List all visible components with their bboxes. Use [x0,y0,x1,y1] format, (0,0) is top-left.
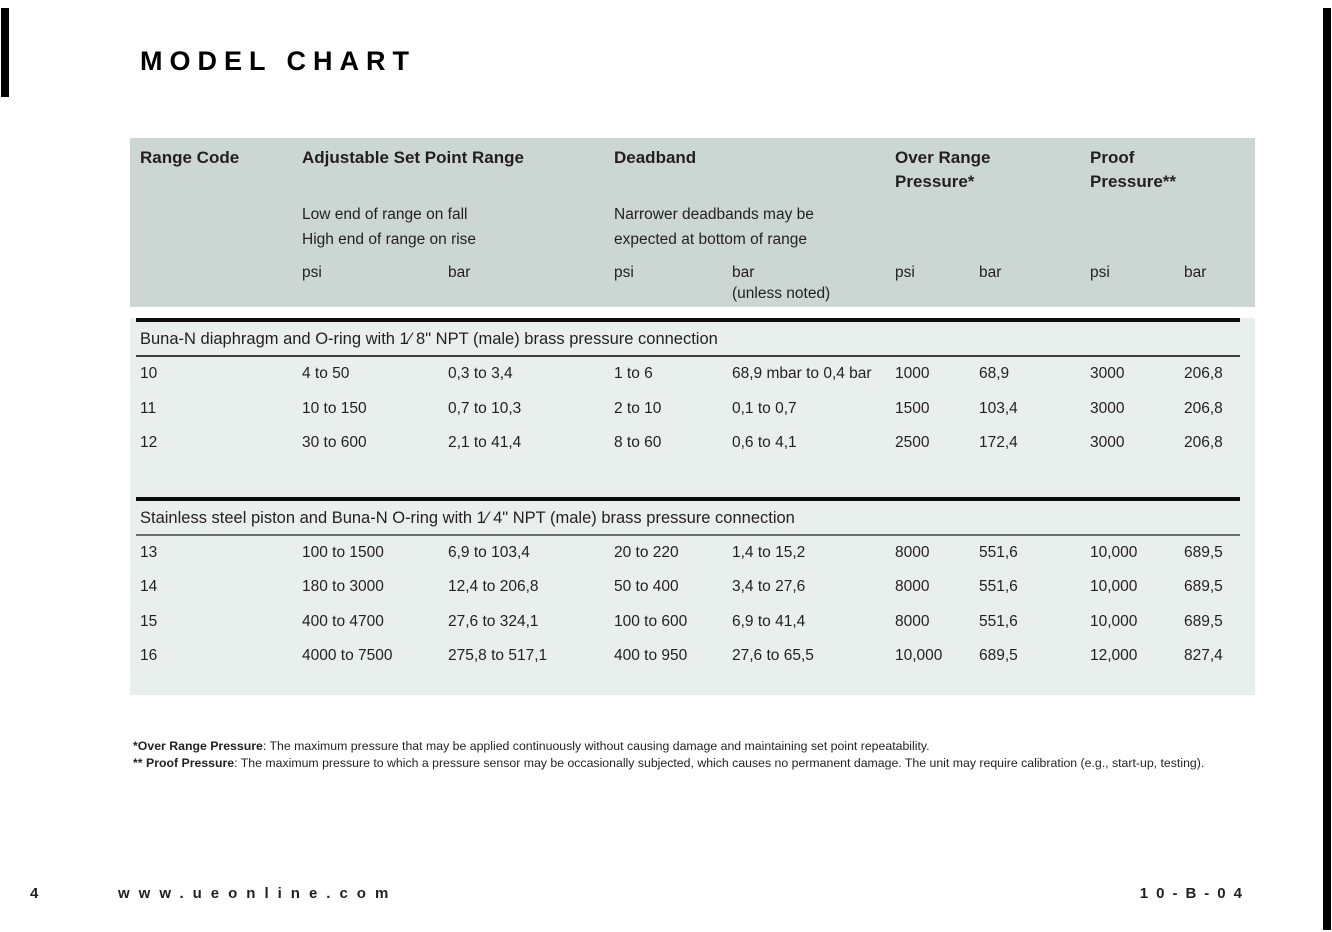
footnotes [133,738,1243,772]
cell-set-point-psi: 4 to 50 [302,365,350,383]
cell-proof-psi: 3000 [1090,434,1125,452]
cell-over-range-psi: 8000 [895,578,930,596]
cell-proof-bar: 689,5 [1184,578,1223,596]
cell-proof-bar: 689,5 [1184,543,1223,561]
column-header-set-point: Adjustable Set Point Range [302,148,524,167]
page-number: 4 [30,885,39,902]
cell-set-point-psi: 180 to 3000 [302,578,384,596]
cell-deadband-psi: 100 to 600 [614,612,688,630]
table-row [130,392,1255,427]
cell-proof-psi: 3000 [1090,365,1125,383]
cell-deadband-bar: 3,4 to 27,6 [732,578,806,596]
cell-set-point-psi: 100 to 1500 [302,543,384,561]
cell-set-point-psi: 10 to 150 [302,399,367,417]
column-header-over-range [895,146,1090,202]
cell-over-range-psi: 8000 [895,612,930,630]
cell-proof-psi: 12,000 [1090,647,1138,665]
cell-set-point-bar: 2,1 to 41,4 [448,434,522,452]
table-header [130,138,1255,307]
cell-deadband-psi: 400 to 950 [614,647,688,665]
unit-over-range-psi: psi [895,264,915,281]
cell-set-point-psi: 4000 to 7500 [302,647,393,665]
cell-deadband-bar: 68,9 mbar to 0,4 bar [732,365,872,383]
cell-set-point-bar: 12,4 to 206,8 [448,578,539,596]
cell-range-code: 10 [140,365,158,383]
unit-proof-bar: bar [1184,264,1207,281]
cell-proof-bar: 206,8 [1184,434,1223,452]
cell-range-code: 15 [140,612,158,630]
column-header-proof [1090,146,1255,202]
cell-over-range-psi: 1000 [895,365,930,383]
cell-deadband-bar: 1,4 to 15,2 [732,543,806,561]
cell-set-point-bar: 6,9 to 103,4 [448,543,530,561]
unit-over-range-bar: bar [979,264,1002,281]
footer-doc-code: 10-B-04 [1139,885,1250,902]
cell-set-point-psi: 30 to 600 [302,434,367,452]
cell-over-range-bar: 103,4 [979,399,1018,417]
cell-range-code: 16 [140,647,158,665]
cell-set-point-psi: 400 to 4700 [302,612,384,630]
cell-range-code: 12 [140,434,158,452]
cell-range-code: 13 [140,543,158,561]
cell-set-point-bar: 0,3 to 3,4 [448,365,513,383]
deadband-note: Narrower deadbands may be expected at bottom of range [614,206,814,248]
section-title: Stainless steel piston and Buna-N O-ring with 1⁄ 4" NPT (male) brass pressure connection [140,508,795,527]
cell-deadband-psi: 50 to 400 [614,578,679,596]
cell-set-point-bar: 0,7 to 10,3 [448,399,522,417]
cell-over-range-bar: 551,6 [979,612,1018,630]
unit-deadband-bar-note: (unless noted) [732,285,831,302]
set-point-note: Low end of range on fall High end of range on rise [302,206,477,248]
footer-website: www.ueonline.com [118,885,398,902]
cell-over-range-psi: 10,000 [895,647,943,665]
table-row [130,639,1255,674]
cell-over-range-bar: 689,5 [979,647,1018,665]
cell-proof-bar: 206,8 [1184,365,1223,383]
cell-over-range-bar: 172,4 [979,434,1018,452]
cell-over-range-bar: 551,6 [979,578,1018,596]
cell-deadband-bar: 0,1 to 0,7 [732,399,797,417]
header-name-row [130,146,1255,202]
section-rows [130,357,1255,461]
cell-proof-psi: 10,000 [1090,612,1138,630]
cell-over-range-psi: 8000 [895,543,930,561]
cell-proof-psi: 10,000 [1090,543,1138,561]
cell-deadband-bar: 27,6 to 65,5 [732,647,814,665]
cell-range-code: 11 [140,399,157,417]
footnote-over-range-text: : The maximum pressure that may be applied continuously without causing damage and maintaining set point repeatability. [262,739,930,753]
unit-set-point-psi: psi [302,264,322,281]
cell-over-range-bar: 68,9 [979,365,1010,383]
over-range-line2: Pressure* [895,172,975,191]
cell-proof-bar: 689,5 [1184,612,1223,630]
cell-proof-bar: 206,8 [1184,399,1223,417]
table-row [130,357,1255,392]
section-title: Buna-N diaphragm and O-ring with 1⁄ 8" NPT (male) brass pressure connection [140,330,718,348]
table-body [130,318,1255,695]
cell-deadband-bar: 0,6 to 4,1 [732,434,797,452]
cell-deadband-bar: 6,9 to 41,4 [732,612,806,630]
table-row [130,536,1255,571]
unit-deadband-psi: psi [614,264,634,281]
cell-deadband-psi: 8 to 60 [614,434,662,452]
table-section [130,318,1255,461]
unit-set-point-bar: bar [448,264,471,281]
cell-proof-psi: 10,000 [1090,578,1138,596]
table-row [130,570,1255,605]
column-header-deadband: Deadband [614,148,697,167]
cell-over-range-psi: 2500 [895,434,930,452]
cell-deadband-psi: 2 to 10 [614,399,662,417]
header-note-row [130,202,1255,262]
cell-deadband-psi: 1 to 6 [614,365,653,383]
footnote-proof [133,755,1243,772]
cell-set-point-bar: 27,6 to 324,1 [448,612,539,630]
footnote-over-range [133,738,1243,755]
page-title: MODEL CHART [140,46,416,76]
cell-over-range-psi: 1500 [895,399,930,417]
unit-proof-psi: psi [1090,264,1110,281]
cell-proof-psi: 3000 [1090,399,1125,417]
unit-deadband-bar: bar (unless noted) [732,262,895,304]
proof-line2: Pressure** [1090,172,1177,191]
footnote-over-range-term: *Over Range Pressure [133,739,263,753]
cell-deadband-psi: 20 to 220 [614,543,679,561]
footnote-proof-term: ** Proof Pressure [133,756,235,770]
print-mark-right [1323,8,1331,930]
footnote-proof-text: : The maximum pressure to which a pressure sensor may be occasionally subjected, which causes no permanent damage. The unit may require calibration (e.g., start-up, testing). [234,756,1205,770]
column-header-range-code: Range Code [140,148,240,167]
table-row [130,426,1255,461]
cell-proof-bar: 827,4 [1184,647,1223,665]
cell-range-code: 14 [140,578,158,596]
proof-line1: Proof [1090,148,1135,167]
section-rows [130,536,1255,674]
print-mark-left [1,8,9,97]
over-range-line1: Over Range [895,148,991,167]
cell-set-point-bar: 275,8 to 517,1 [448,647,548,665]
header-unit-row [130,262,1255,302]
table-section [130,497,1255,674]
cell-over-range-bar: 551,6 [979,543,1018,561]
table-row [130,605,1255,640]
